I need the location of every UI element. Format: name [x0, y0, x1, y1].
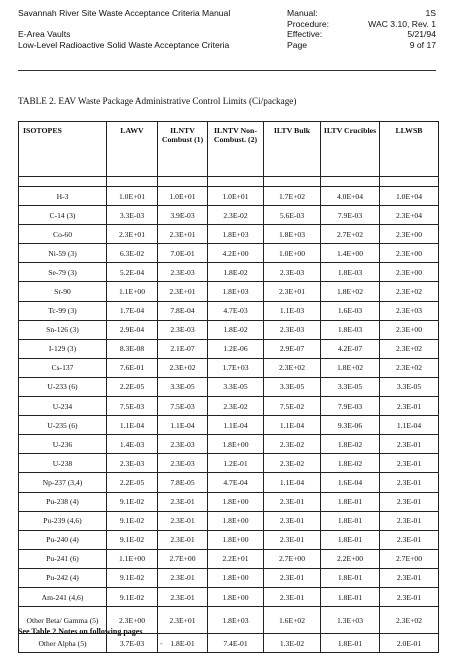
limit-cell: 2.3E-01 [264, 587, 321, 606]
limit-cell: 2.3E-01 [264, 492, 321, 511]
isotope-cell: U-236 [19, 435, 107, 454]
isotope-cell: C-14 (3) [19, 206, 107, 225]
limit-cell: 2.3E+02 [264, 358, 321, 377]
table-caption: TABLE 2. EAV Waste Package Administrative Control Limits (Ci/package) [18, 96, 297, 106]
limit-cell: 2.3E-02 [264, 454, 321, 473]
page-value: 9 of 17 [409, 39, 436, 50]
limit-cell: 2.3E+01 [264, 282, 321, 301]
limit-cell: 2.3E-02 [208, 206, 264, 225]
isotope-cell: Sn-126 (3) [19, 320, 107, 339]
limit-cell: 3.7E-03 [107, 634, 158, 653]
limit-cell: 2.3E+00 [107, 607, 158, 634]
document-header [18, 8, 436, 70]
table-row [19, 282, 439, 301]
limit-cell: 1.8E+03 [208, 607, 264, 634]
limit-cell: 2.1E-07 [158, 339, 208, 358]
limit-cell: 1.8E-02 [208, 320, 264, 339]
limit-cell: 3.3E-05 [208, 377, 264, 396]
table-row [19, 549, 439, 568]
limit-cell: 1.8E-01 [321, 568, 380, 587]
limit-cell: 1.8E-03 [321, 320, 380, 339]
table-row [19, 320, 439, 339]
limit-cell: 1.1E-04 [380, 416, 439, 435]
isotope-cell: Tc-99 (3) [19, 301, 107, 320]
limit-cell: 1.2E-06 [208, 339, 264, 358]
limit-cell: 1.6E-04 [321, 473, 380, 492]
limit-cell: 9.1E-02 [107, 587, 158, 606]
limit-cell: 4.7E-04 [208, 473, 264, 492]
isotope-cell: Co-60 [19, 225, 107, 244]
limit-cell: 7.5E-03 [158, 397, 208, 416]
limit-cell: 2.3E+02 [380, 607, 439, 634]
limit-cell: 4.7E-03 [208, 301, 264, 320]
manual-label: Manual: [287, 8, 318, 18]
limit-cell: 1.8E-02 [321, 435, 380, 454]
limit-cell: 1.3E+03 [321, 607, 380, 634]
table-row [19, 530, 439, 549]
limit-cell: 2.2E+01 [208, 549, 264, 568]
limit-cell: 1.1E-04 [107, 416, 158, 435]
limit-cell: 2.3E+02 [380, 358, 439, 377]
limit-cell: 1.8E-01 [321, 530, 380, 549]
header-field-values [331, 8, 436, 50]
limit-cell: 2.3E-03 [264, 263, 321, 282]
limit-cell: 3.3E-05 [158, 377, 208, 396]
column-header: ILNTV Non-Combust. (2) [208, 122, 264, 177]
limit-cell: 3.3E-05 [321, 377, 380, 396]
limit-cell: 2.3E+00 [380, 263, 439, 282]
limit-cell: 1.1E-04 [264, 473, 321, 492]
isotope-cell: U-233 (6) [19, 377, 107, 396]
limit-cell: 2.3E-01 [380, 587, 439, 606]
limit-cell: 2.3E-03 [158, 320, 208, 339]
isotope-cell: Se-79 (3) [19, 263, 107, 282]
limit-cell: 7.0E-01 [158, 244, 208, 263]
limit-cell: 2.3E+01 [158, 607, 208, 634]
table-row [19, 358, 439, 377]
limit-cell: 1.1E-04 [158, 416, 208, 435]
table-row [19, 511, 439, 530]
column-header: ILTV Crucibles [321, 122, 380, 177]
limit-cell: 2.3E+00 [380, 320, 439, 339]
limit-cell: 2.3E-02 [208, 397, 264, 416]
isotope-cell: Ni-59 (3) [19, 244, 107, 263]
header-divider [18, 70, 436, 71]
isotope-cell: I-129 (3) [19, 339, 107, 358]
table-row [19, 416, 439, 435]
limit-cell: 9.1E-02 [107, 492, 158, 511]
limit-cell: 1.8E-02 [208, 263, 264, 282]
header-titles [18, 8, 283, 50]
isotope-cell: Pu-238 (4) [19, 492, 107, 511]
limit-cell: 1.0E+00 [264, 244, 321, 263]
table-row [19, 339, 439, 358]
spacer-cell [19, 177, 107, 187]
isotope-cell: U-238 [19, 454, 107, 473]
limit-cell: 7.9E-03 [321, 206, 380, 225]
table-row [19, 492, 439, 511]
limit-cell: 5.2E-04 [107, 263, 158, 282]
table-row [19, 301, 439, 320]
limit-cell: 2.3E+02 [380, 339, 439, 358]
spacer-cell [107, 177, 158, 187]
limit-cell: 1.8E+02 [321, 358, 380, 377]
isotope-cell: Pu-242 (4) [19, 568, 107, 587]
limit-cell: 1.1E-04 [208, 416, 264, 435]
limit-cell: 1.8E-01 [321, 587, 380, 606]
limit-cell: 2.3E+00 [380, 225, 439, 244]
isotope-cell: Sr-90 [19, 282, 107, 301]
isotope-cell: Pu-239 (4,6) [19, 511, 107, 530]
limit-cell: 2.3E-01 [380, 492, 439, 511]
limit-cell: 2.3E-01 [158, 530, 208, 549]
limit-cell: 2.3E+00 [380, 244, 439, 263]
limit-cell: 2.3E-01 [158, 587, 208, 606]
table-row [19, 473, 439, 492]
limit-cell: 2.3E-01 [264, 530, 321, 549]
limit-cell: 3.3E-03 [107, 206, 158, 225]
limit-cell: 2.7E+00 [380, 549, 439, 568]
manual-value: 1S [425, 8, 436, 18]
limit-cell: 2.3E+01 [158, 225, 208, 244]
limit-cell: 8.3E-08 [107, 339, 158, 358]
isotope-cell: Pu-241 (6) [19, 549, 107, 568]
table-body [19, 177, 439, 653]
limit-cell: 7.6E-01 [107, 358, 158, 377]
limit-cell: 1.1E+00 [107, 549, 158, 568]
limit-cell: 1.7E-04 [107, 301, 158, 320]
limit-cell: 2.3E+04 [380, 206, 439, 225]
table-row [19, 225, 439, 244]
isotope-cell: Pu-240 (4) [19, 530, 107, 549]
limit-cell: 2.9E-04 [107, 320, 158, 339]
limit-cell: 1.8E+03 [264, 225, 321, 244]
isotope-cell: U-235 (6) [19, 416, 107, 435]
limit-cell: 1.4E+00 [321, 244, 380, 263]
limit-cell: 2.3E+01 [107, 225, 158, 244]
limit-cell: 1.8E+03 [208, 282, 264, 301]
limit-cell: 1.0E+01 [158, 187, 208, 206]
limit-cell: 2.3E+01 [158, 282, 208, 301]
table-notes-reference: See Table 2 Notes on following pages [18, 627, 143, 636]
limit-cell: 1.8E-01 [321, 634, 380, 653]
limit-cell: 9.1E-02 [107, 530, 158, 549]
spacer-cell [380, 177, 439, 187]
limit-cell: 7.8E-05 [158, 473, 208, 492]
limit-cell: 2.7E+02 [321, 225, 380, 244]
limit-cell: 3.9E-03 [158, 206, 208, 225]
limit-cell: 2.7E+00 [158, 549, 208, 568]
limit-cell: 2.0E-01 [380, 634, 439, 653]
limit-cell: 7.9E-03 [321, 397, 380, 416]
limit-cell: 2.3E+03 [380, 301, 439, 320]
column-header: ILTV Bulk [264, 122, 321, 177]
limit-cell: 1.6E+02 [264, 607, 321, 634]
limit-cell: 1.0E+04 [380, 187, 439, 206]
limit-cell: 1.1E-04 [264, 416, 321, 435]
limit-cell: 1.8E+00 [208, 511, 264, 530]
isotope-cell: Am-241 (4,6) [19, 587, 107, 606]
limit-cell: 2.3E-01 [380, 568, 439, 587]
limit-cell: 1.8E-01 [158, 634, 208, 653]
table-row [19, 587, 439, 606]
table-header-row [19, 122, 439, 177]
limit-cell: 2.2E-05 [107, 377, 158, 396]
limit-cell: 7.5E-03 [107, 397, 158, 416]
limit-cell: 2.3E-01 [264, 568, 321, 587]
isotope-cell: Cs-137 [19, 358, 107, 377]
spacer-cell [158, 177, 208, 187]
table-row [19, 263, 439, 282]
limit-cell: 1.8E-03 [321, 263, 380, 282]
limit-cell: 9.3E-06 [321, 416, 380, 435]
limit-cell: 2.3E-03 [158, 435, 208, 454]
limit-cell: 1.8E+03 [208, 225, 264, 244]
isotope-cell: Np-237 (3,4) [19, 473, 107, 492]
control-limits-table [18, 121, 439, 653]
stray-mark: - [160, 639, 163, 648]
limit-cell: 1.8E+00 [208, 530, 264, 549]
table-row [19, 435, 439, 454]
limit-cell: 7.5E-02 [264, 397, 321, 416]
limit-cell: 1.0E+01 [107, 187, 158, 206]
limit-cell: 2.3E-01 [158, 568, 208, 587]
limit-cell: 4.2E+00 [208, 244, 264, 263]
limit-cell: 2.2E+00 [321, 549, 380, 568]
area-title: E-Area Vaults [18, 29, 71, 40]
table-row [19, 634, 439, 653]
procedure-value: WAC 3.10, Rev. 1 [368, 18, 436, 29]
limit-cell: 2.3E-01 [380, 473, 439, 492]
spacer-cell [321, 177, 380, 187]
column-header: ISOTOPES [19, 122, 107, 177]
isotope-cell: U-234 [19, 397, 107, 416]
limit-cell: 7.4E-01 [208, 634, 264, 653]
limit-cell: 1.2E-01 [208, 454, 264, 473]
limit-cell: 2.3E+02 [380, 282, 439, 301]
table-row [19, 187, 439, 206]
limit-cell: 9.1E-02 [107, 511, 158, 530]
limit-cell: 1.1E+00 [107, 282, 158, 301]
column-header: LLWSB [380, 122, 439, 177]
limit-cell: 2.3E-01 [158, 511, 208, 530]
spacer-cell [264, 177, 321, 187]
limit-cell: 1.8E+02 [321, 282, 380, 301]
limit-cell: 1.3E-02 [264, 634, 321, 653]
limit-cell: 2.7E+00 [264, 549, 321, 568]
limit-cell: 2.3E-03 [158, 263, 208, 282]
limit-cell: 1.7E+03 [208, 358, 264, 377]
limit-cell: 2.3E-03 [158, 454, 208, 473]
criteria-title: Low-Level Radioactive Solid Waste Acceptance Criteria [18, 39, 230, 50]
limit-cell: 1.0E+01 [208, 187, 264, 206]
limit-cell: 1.8E-01 [321, 511, 380, 530]
table-row [19, 206, 439, 225]
limit-cell: 1.8E-01 [321, 492, 380, 511]
limit-cell: 1.1E-03 [264, 301, 321, 320]
limit-cell: 2.3E-01 [380, 511, 439, 530]
column-header: ILNTV Combust (1) [158, 122, 208, 177]
limit-cell: 1.8E+00 [208, 435, 264, 454]
limit-cell: 1.8E+00 [208, 492, 264, 511]
table-row [19, 244, 439, 263]
limit-cell: 2.3E-01 [380, 530, 439, 549]
limit-cell: 2.9E-07 [264, 339, 321, 358]
table-row [19, 568, 439, 587]
limit-cell: 1.8E+00 [208, 568, 264, 587]
limit-cell: 2.3E-03 [264, 320, 321, 339]
isotope-cell: Other Alpha (5) [19, 634, 107, 653]
limit-cell: 3.3E-05 [264, 377, 321, 396]
manual-title: Savannah River Site Waste Acceptance Criteria Manual [18, 8, 231, 18]
limit-cell: 2.3E-02 [264, 435, 321, 454]
limit-cell: 1.6E-03 [321, 301, 380, 320]
limit-cell: 6.3E-02 [107, 244, 158, 263]
column-header: LAWV [107, 122, 158, 177]
limit-cell: 2.3E-03 [107, 454, 158, 473]
limit-cell: 2.3E-01 [264, 511, 321, 530]
limit-cell: 7.8E-04 [158, 301, 208, 320]
limit-cell: 4.0E+04 [321, 187, 380, 206]
limit-cell: 2.3E-01 [158, 492, 208, 511]
effective-value: 5/21/94 [407, 29, 436, 40]
limit-cell: 2.3E-01 [380, 454, 439, 473]
page-label: Page [287, 39, 308, 50]
effective-label: Effective: [287, 29, 323, 40]
limit-cell: 1.7E+02 [264, 187, 321, 206]
limit-cell: 2.3E+02 [158, 358, 208, 377]
table-row [19, 397, 439, 416]
table-row [19, 454, 439, 473]
limit-cell: 4.2E-07 [321, 339, 380, 358]
spacer-cell [208, 177, 264, 187]
table-row [19, 377, 439, 396]
isotope-cell: H-3 [19, 187, 107, 206]
limit-cell: 1.4E-03 [107, 435, 158, 454]
limit-cell: 1.8E-02 [321, 454, 380, 473]
limit-cell: 5.6E-03 [264, 206, 321, 225]
limit-cell: 2.3E-01 [380, 397, 439, 416]
limit-cell: 3.3E-05 [380, 377, 439, 396]
procedure-label: Procedure: [287, 18, 330, 29]
limit-cell: 2.2E-05 [107, 473, 158, 492]
table-spacer-row [19, 177, 439, 187]
limit-cell: 2.3E-01 [380, 435, 439, 454]
limit-cell: 1.8E+00 [208, 587, 264, 606]
isotope-cell: Other Beta/ Gamma (5) [19, 607, 107, 634]
limit-cell: 9.1E-02 [107, 568, 158, 587]
